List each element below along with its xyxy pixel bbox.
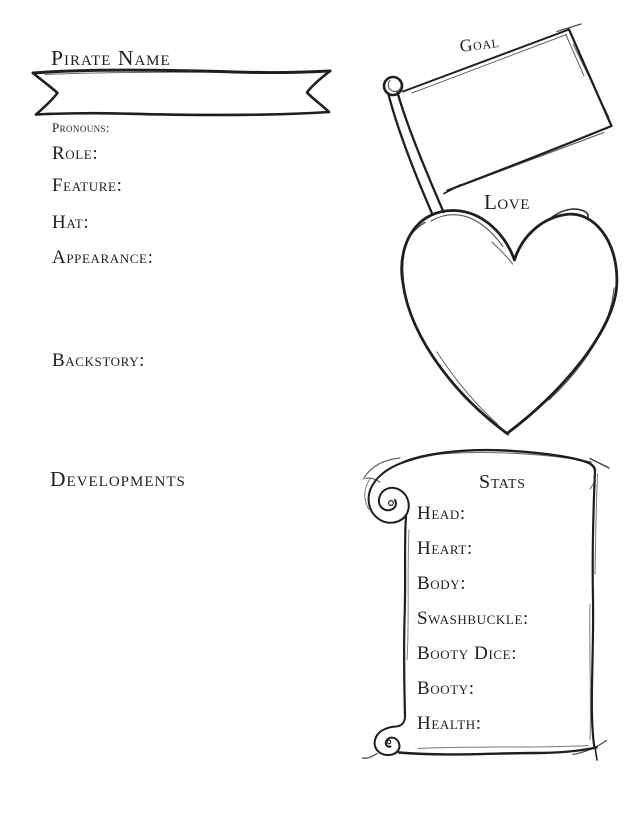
appearance-label: Appearance: (52, 247, 154, 268)
stat-swashbuckle-field[interactable] (540, 607, 592, 627)
hat-label: Hat: (52, 212, 90, 233)
stat-health-field[interactable] (540, 712, 592, 732)
developments-field[interactable] (52, 498, 342, 753)
stat-swashbuckle-label: Swashbuckle: (417, 608, 529, 629)
pirate-name-heading: Pirate Name (51, 46, 171, 70)
pirate-name-field[interactable] (64, 78, 302, 108)
role-label: Role: (52, 143, 99, 164)
stat-body-field[interactable] (540, 572, 592, 592)
stats-heading: Stats (479, 471, 526, 493)
stat-body-label: Body: (417, 573, 467, 594)
stat-heart-label: Heart: (417, 538, 473, 559)
hat-field[interactable] (94, 212, 332, 231)
goal-field[interactable] (432, 58, 587, 168)
feature-field[interactable] (130, 175, 332, 194)
stat-booty-label: Booty: (417, 678, 475, 699)
stat-heart-field[interactable] (540, 537, 592, 557)
stat-booty-field[interactable] (540, 677, 592, 697)
stat-head-label: Head: (417, 503, 466, 524)
love-field[interactable] (434, 255, 589, 400)
developments-heading: Developments (50, 467, 186, 491)
appearance-field[interactable] (52, 272, 337, 342)
love-label: Love (484, 190, 531, 214)
pronouns-label: Pronouns: (52, 120, 110, 135)
role-field[interactable] (104, 143, 332, 162)
stat-health-label: Health: (417, 713, 482, 734)
backstory-label: Backstory: (52, 350, 146, 371)
stat-booty-dice-label: Booty Dice: (417, 643, 518, 664)
pronouns-field[interactable] (128, 119, 328, 135)
stat-head-field[interactable] (540, 502, 592, 522)
stat-booty-dice-field[interactable] (540, 642, 592, 662)
feature-label: Feature: (52, 175, 123, 196)
goal-label: Goal (458, 30, 501, 56)
backstory-field[interactable] (52, 376, 337, 456)
